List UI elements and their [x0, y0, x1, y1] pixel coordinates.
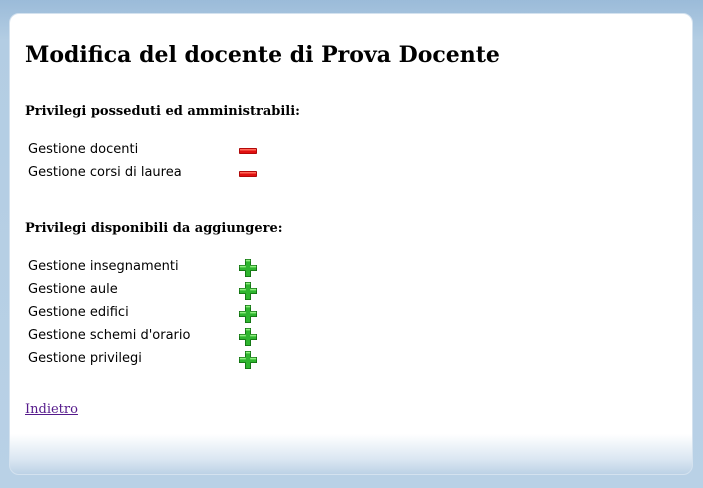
- owned-privileges-heading: Privilegi posseduti ed amministrabili:: [25, 104, 300, 119]
- back-link[interactable]: Indietro: [25, 402, 78, 417]
- available-privilege-row-privilegi: [28, 348, 288, 371]
- privilege-label: Gestione insegnamenti: [28, 259, 179, 274]
- owned-privilege-row-docenti: [28, 139, 288, 162]
- plus-icon: [238, 258, 258, 278]
- minus-icon: [238, 141, 258, 161]
- minus-icon: [238, 164, 258, 184]
- plus-icon: [238, 350, 258, 370]
- available-privileges-heading: Privilegi disponibili da aggiungere:: [25, 221, 283, 236]
- available-privileges-list: [28, 256, 288, 371]
- available-privilege-row-aule: [28, 279, 288, 302]
- content-panel: [9, 13, 693, 475]
- privilege-label: Gestione aule: [28, 282, 118, 297]
- add-privilege-button[interactable]: [238, 350, 258, 370]
- add-privilege-button[interactable]: [238, 258, 258, 278]
- remove-privilege-button[interactable]: [238, 164, 258, 184]
- available-privilege-row-insegnamenti: [28, 256, 288, 279]
- privilege-label: Gestione docenti: [28, 142, 139, 157]
- privilege-label: Gestione corsi di laurea: [28, 165, 182, 180]
- plus-icon: [238, 327, 258, 347]
- available-privilege-row-schemi: [28, 325, 288, 348]
- plus-icon: [238, 304, 258, 324]
- add-privilege-button[interactable]: [238, 304, 258, 324]
- add-privilege-button[interactable]: [238, 281, 258, 301]
- owned-privilege-row-corsi: [28, 162, 288, 185]
- page-title: Modifica del docente di Prova Docente: [25, 42, 500, 68]
- available-privilege-row-edifici: [28, 302, 288, 325]
- plus-icon: [238, 281, 258, 301]
- privilege-label: Gestione privilegi: [28, 351, 142, 366]
- privilege-label: Gestione edifici: [28, 305, 129, 320]
- add-privilege-button[interactable]: [238, 327, 258, 347]
- owned-privileges-list: [28, 139, 288, 185]
- remove-privilege-button[interactable]: [238, 141, 258, 161]
- privilege-label: Gestione schemi d'orario: [28, 328, 191, 343]
